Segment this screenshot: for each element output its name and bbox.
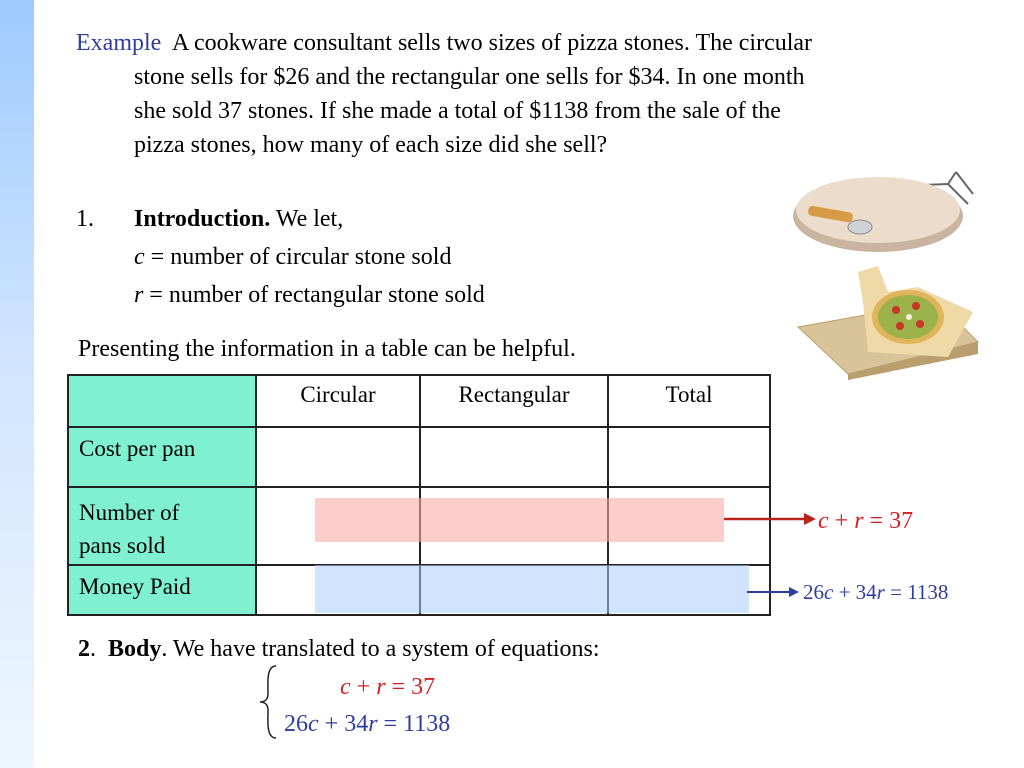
eq-var-c: c	[824, 580, 834, 604]
slide-side-gradient	[0, 0, 34, 768]
problem-line-4: pizza stones, how many of each size did she sell?	[134, 132, 608, 158]
pizza-stone-rectangular-icon	[788, 262, 988, 380]
r-definition-text: = number of rectangular stone sold	[143, 282, 485, 308]
row-label-number-line2: pans sold	[79, 533, 166, 558]
intro-r-definition	[134, 278, 485, 312]
problem-line-3: she sold 37 stones. If she made a total of $1138 from the sale of the	[134, 98, 781, 124]
eq-plus: +	[350, 674, 377, 700]
eq-var-r: r	[854, 508, 864, 534]
table-cell	[256, 427, 420, 487]
arrow-right-icon	[720, 505, 820, 535]
example-label: Example	[76, 30, 162, 56]
arrow-right-icon	[745, 582, 801, 602]
system-brace-icon	[258, 664, 280, 740]
intro-number: 1.	[76, 206, 94, 232]
body-text: . We have translated to a system of equations:	[161, 636, 600, 662]
table-corner-cell	[68, 375, 256, 427]
intro-heading: Introduction.	[134, 206, 271, 232]
col-header-circular: Circular	[256, 375, 420, 427]
intro-lead: We let,	[270, 206, 344, 232]
eq-var-r: r	[376, 674, 386, 700]
pizza-stone-round-icon	[778, 164, 978, 264]
eq-var-r: r	[368, 711, 378, 737]
c-definition-text: = number of circular stone sold	[144, 244, 452, 270]
row-label-cost: Cost per pan	[68, 427, 256, 487]
system-equation-2	[284, 707, 450, 741]
eq-rhs: = 1138	[884, 580, 949, 604]
eq-coef-26: 26	[284, 711, 308, 737]
problem-statement	[76, 26, 956, 162]
row-label-number	[68, 487, 256, 565]
body-line	[78, 632, 600, 666]
table-cell	[420, 427, 608, 487]
table-cell	[608, 427, 770, 487]
c-variable: c	[134, 244, 145, 270]
eq-coef-26: 26	[803, 580, 824, 604]
eq-rhs: = 37	[385, 674, 436, 700]
system-equation-1	[340, 670, 435, 704]
problem-line-2: stone sells for $26 and the rectangular one sells for $34. In one month	[134, 64, 805, 90]
body-dot: .	[90, 636, 96, 662]
row-label-number-line1: Number of	[79, 500, 180, 525]
eq-var-c: c	[818, 508, 829, 534]
eq-rhs: = 37	[863, 508, 914, 534]
intro-c-definition	[134, 240, 451, 274]
eq-plus: +	[828, 508, 855, 534]
col-header-total: Total	[608, 375, 770, 427]
eq-var-c: c	[340, 674, 351, 700]
pans-sold-highlight	[315, 498, 724, 542]
body-number: 2	[78, 636, 90, 662]
eq-var-r: r	[876, 580, 885, 604]
table-note: Presenting the information in a table can be helpful.	[78, 336, 576, 362]
eq-rhs: = 1138	[377, 711, 451, 737]
problem-line-1: A cookware consultant sells two sizes of pizza stones. The circular	[172, 30, 813, 56]
money-paid-highlight	[315, 565, 749, 613]
col-header-rectangular: Rectangular	[420, 375, 608, 427]
row-label-money: Money Paid	[68, 565, 256, 615]
r-variable: r	[134, 282, 144, 308]
body-heading: Body	[108, 636, 162, 662]
eq-coef-34: + 34	[318, 711, 369, 737]
intro-heading-line	[134, 202, 343, 236]
eq-coef-34: + 34	[833, 580, 877, 604]
equation-money-side	[803, 577, 948, 607]
eq-var-c: c	[308, 711, 319, 737]
equation-count-side	[818, 504, 913, 538]
